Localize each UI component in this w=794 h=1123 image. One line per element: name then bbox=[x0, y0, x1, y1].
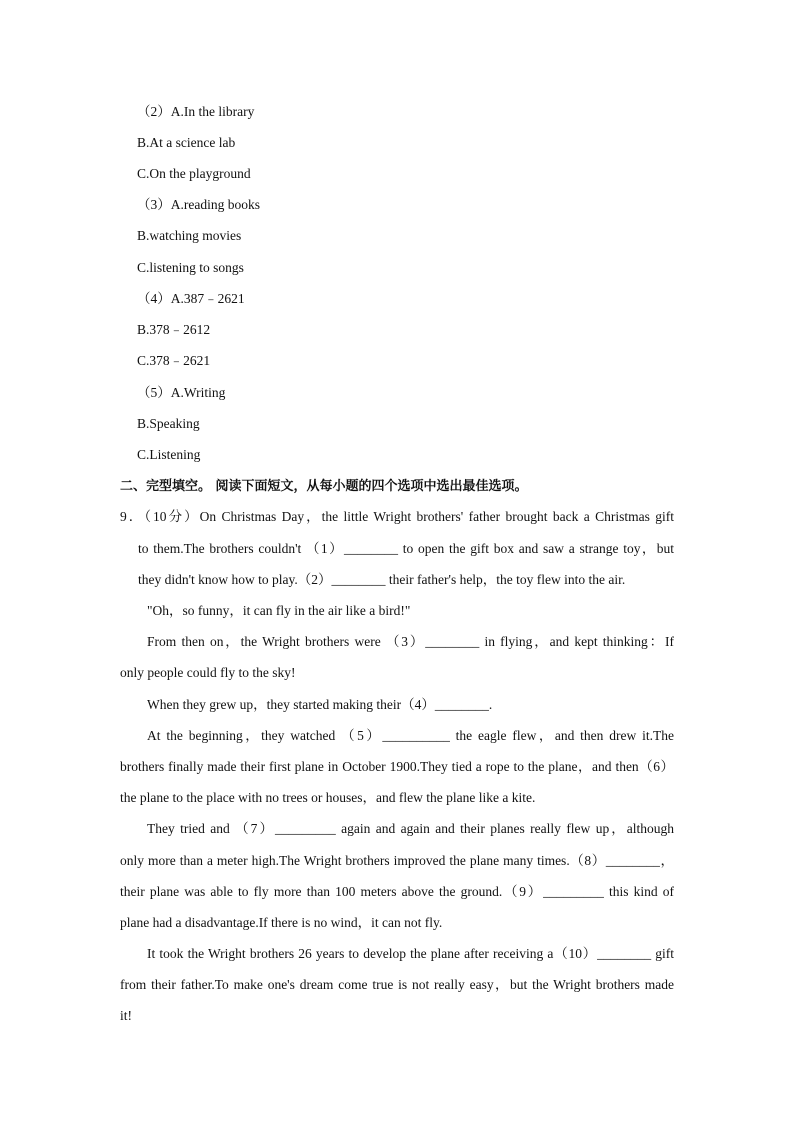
option-q5-c: C.Listening bbox=[137, 447, 201, 462]
option-q4-b: B.378﹣2612 bbox=[137, 322, 211, 337]
option-q3-a: （3）A.reading books bbox=[137, 197, 260, 212]
passage-line-9: brothers finally made their first plane in October 1900.They tied a rope to the plane，and then（6） bbox=[120, 759, 674, 774]
option-q2-b: B.At a science lab bbox=[137, 135, 236, 150]
passage-line-7: When they grew up，they started making their（4）________. bbox=[147, 697, 493, 712]
passage-line-11: They tried and （7）_________ again and again and their planes really flew up，although bbox=[147, 821, 674, 836]
passage-line-15: It took the Wright brothers 26 years to develop the plane after receiving a（10）________ gift bbox=[147, 946, 674, 961]
passage-line-1: 9．（10分）On Christmas Day，the little Wright brothers' father brought back a Christmas gift bbox=[120, 509, 674, 524]
passage-line-10: the plane to the place with no trees or houses，and flew the plane like a kite. bbox=[120, 790, 536, 805]
option-q4-a: （4）A.387﹣2621 bbox=[137, 291, 245, 306]
option-q5-a: （5）A.Writing bbox=[137, 385, 226, 400]
option-q4-c: C.378﹣2621 bbox=[137, 353, 211, 368]
option-q5-b: B.Speaking bbox=[137, 416, 200, 431]
passage-line-2: to them.The brothers couldn't （1）________ to open the gift box and saw a strange toy，but bbox=[138, 541, 674, 556]
passage-line-12: only more than a meter high.The Wright brothers improved the plane many times.（8）________， bbox=[120, 853, 674, 868]
passage-line-5: From then on，the Wright brothers were （3）________ in flying，and kept thinking：If bbox=[147, 634, 674, 649]
passage-line-8: At the beginning，they watched （5）__________ the eagle flew，and then drew it.The bbox=[147, 728, 674, 743]
passage-line-3: they didn't know how to play.（2）________ their father's help，the toy flew into the air. bbox=[138, 572, 626, 587]
passage-line-14: plane had a disadvantage.If there is no wind，it can not fly. bbox=[120, 915, 443, 930]
passage-line-6: only people could fly to the sky! bbox=[120, 665, 296, 680]
passage-line-13: their plane was able to fly more than 100 meters above the ground.（9）_________ this kind of bbox=[120, 884, 674, 899]
passage-line-16: from their father.To make one's dream come true is not really easy，but the Wright brothers made bbox=[120, 977, 674, 992]
passage-line-17: it! bbox=[120, 1008, 132, 1023]
passage-line-4: "Oh，so funny，it can fly in the air like a bird!" bbox=[147, 603, 411, 618]
option-q3-c: C.listening to songs bbox=[137, 260, 244, 275]
option-q2-c: C.On the playground bbox=[137, 166, 251, 181]
option-q3-b: B.watching movies bbox=[137, 228, 242, 243]
section-title: 二、完型填空。 阅读下面短文，从每小题的四个选项中选出最佳选项。 bbox=[120, 479, 528, 494]
option-q2-a: （2）A.In the library bbox=[137, 104, 255, 119]
